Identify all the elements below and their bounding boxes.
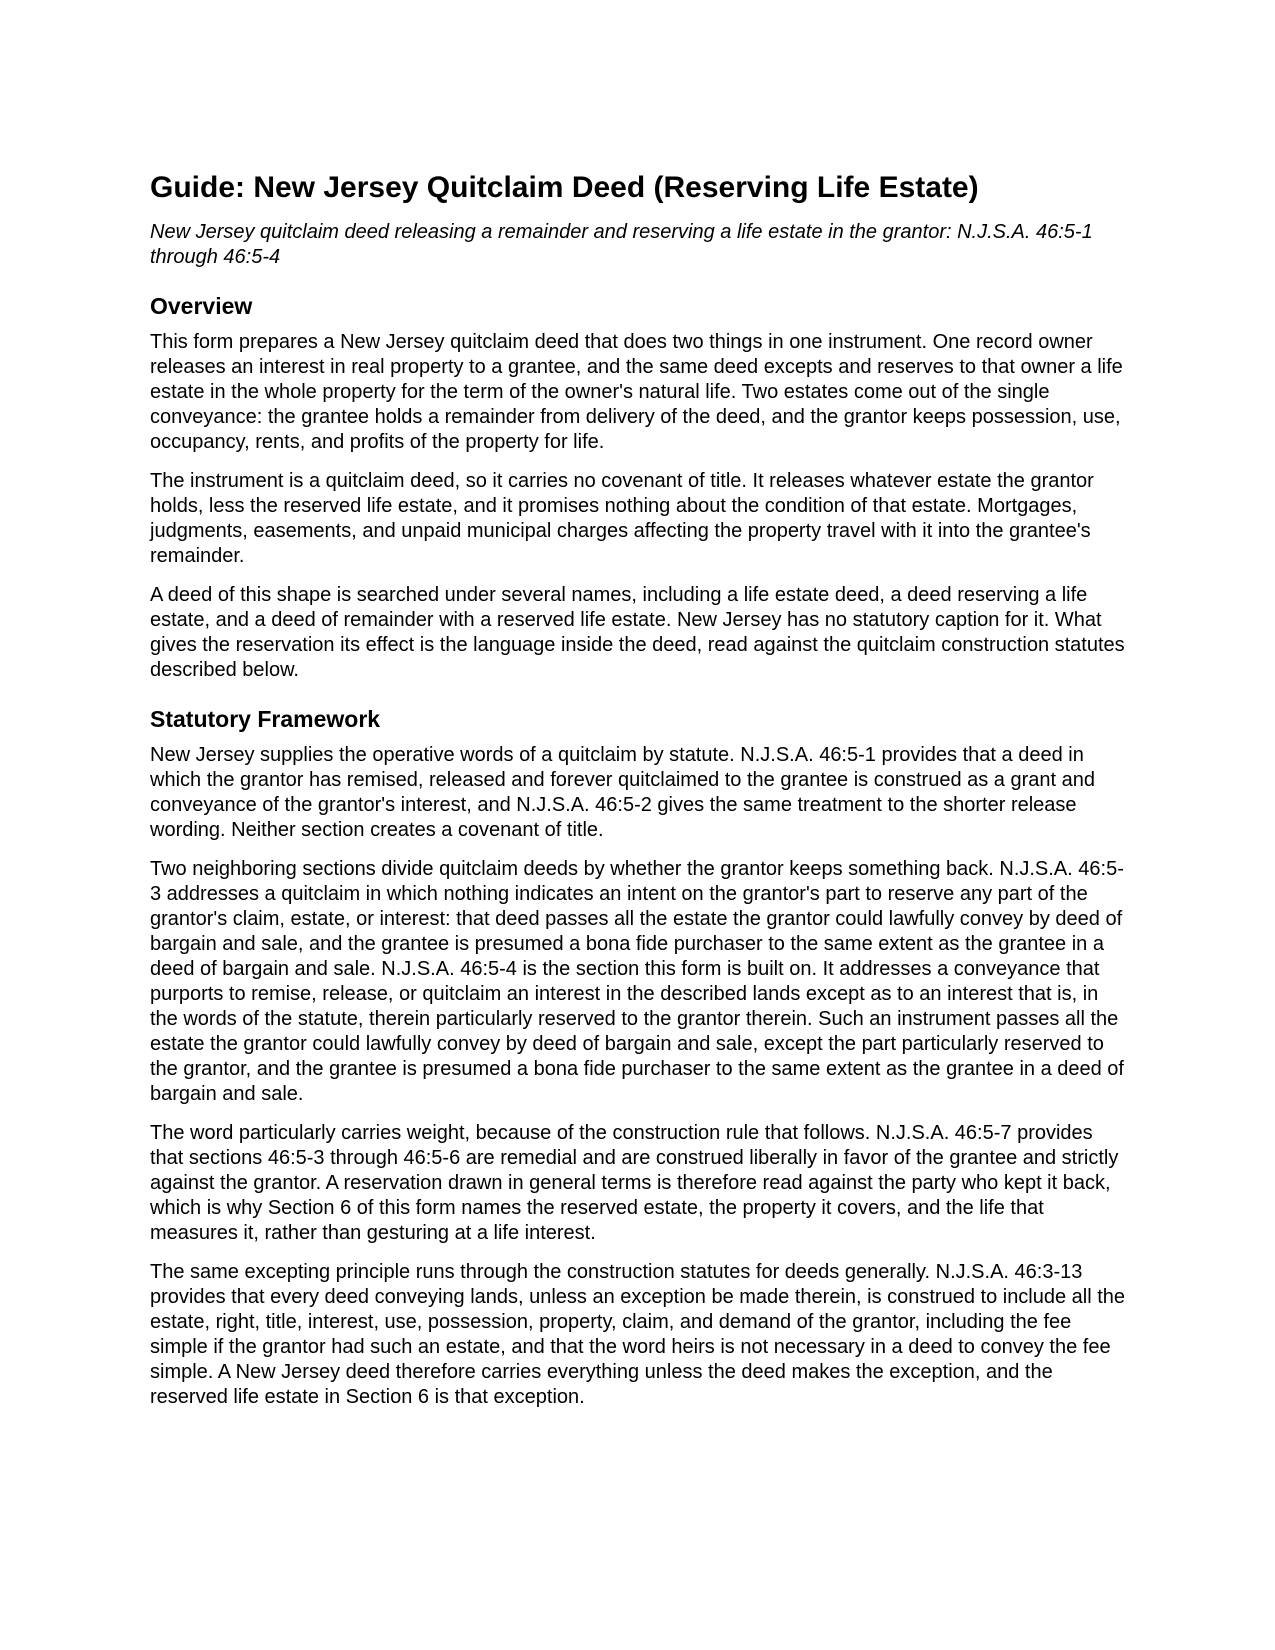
overview-paragraph-1: This form prepares a New Jersey quitclaim deed that does two things in one instrument. One record owner releases an interest in real property to a grantee, and the same deed excepts and reserves to that owner a life estate in the whole property for the term of the owner's natural life. Two estates come out of the single conveyance: the grantee holds a remainder from delivery of the deed, and the grantor keeps possession, use, occupancy, rents, and profits of the property for life. bbox=[150, 331, 1123, 453]
section-heading-overview: Overview bbox=[150, 293, 253, 319]
statutory-paragraph-1: New Jersey supplies the operative words of a quitclaim by statute. N.J.S.A. 46:5-1 provides that a deed in which the grantor has remised, released and forever quitclaimed to the grantee is construed as a grant and conveyance of the grantor's interest, and N.J.S.A. 46:5-2 gives the same treatment to the shorter release wording. Neither section creates a covenant of title. bbox=[150, 744, 1095, 841]
statutory-paragraph-2: Two neighboring sections divide quitclaim deeds by whether the grantor keeps something back. N.J.S.A. 46:5-3 addresses a quitclaim in which nothing indicates an intent on the grantor's part to reserve any part of the grantor's claim, estate, or interest: that deed passes all the estate the grantor could lawfully convey by deed of bargain and sale, and the grantee is presumed a bona fide purchaser to the same extent as the grantee in a deed of bargain and sale. N.J.S.A. 46:5-4 is the section this form is built on. It addresses a conveyance that purports to remise, release, or quitclaim an interest in the described lands except as to an interest that is, in the words of the statute, therein particularly reserved to the grantor therein. Such an instrument passes all the estate the grantor could lawfully convey by deed of bargain and sale, except the part particularly reserved to the grantor, and the grantee is presumed a bona fide purchaser to the same extent as the grantee in a deed of bargain and sale. bbox=[150, 858, 1124, 1105]
document-title: Guide: New Jersey Quitclaim Deed (Reserving Life Estate) bbox=[150, 171, 979, 204]
statutory-paragraph-3: The word particularly carries weight, because of the construction rule that follows. N.J.S.A. 46:5-7 provides that sections 46:5-3 through 46:5-6 are remedial and are construed liberally in favor of the grantee and strictly against the grantor. A reservation drawn in general terms is therefore read against the party who kept it back, which is why Section 6 of this form names the reserved estate, the property it covers, and the life that measures it, rather than gesturing at a life interest. bbox=[150, 1122, 1119, 1244]
overview-paragraph-2: The instrument is a quitclaim deed, so it carries no covenant of title. It releases whatever estate the grantor holds, less the reserved life estate, and it promises nothing about the condition of that estate. Mortgages, judgments, easements, and unpaid municipal charges affecting the property travel with it into the grantee's remainder. bbox=[150, 470, 1094, 567]
overview-paragraph-3: A deed of this shape is searched under several names, including a life estate deed, a deed reserving a life estate, and a deed of remainder with a reserved life estate. New Jersey has no statutory caption for it. What gives the reservation its effect is the language inside the deed, read against the quitclaim construction statutes described below. bbox=[150, 584, 1125, 681]
section-heading-statutory-framework: Statutory Framework bbox=[150, 706, 381, 732]
document-subtitle: New Jersey quitclaim deed releasing a remainder and reserving a life estate in the grantor: N.J.S.A. 46:5-1 through 46:5-4 bbox=[150, 221, 1093, 268]
statutory-paragraph-4: The same excepting principle runs through the construction statutes for deeds generally. N.J.S.A. 46:3-13 provides that every deed conveying lands, unless an exception be made therein, is construed to include all the estate, right, title, interest, use, possession, property, claim, and demand of the grantor, including the fee simple if the grantor had such an estate, and that the word heirs is not necessary in a deed to convey the fee simple. A New Jersey deed therefore carries everything unless the deed makes the exception, and the reserved life estate in Section 6 is that exception. bbox=[150, 1261, 1126, 1408]
document-page bbox=[150, 170, 1128, 1410]
